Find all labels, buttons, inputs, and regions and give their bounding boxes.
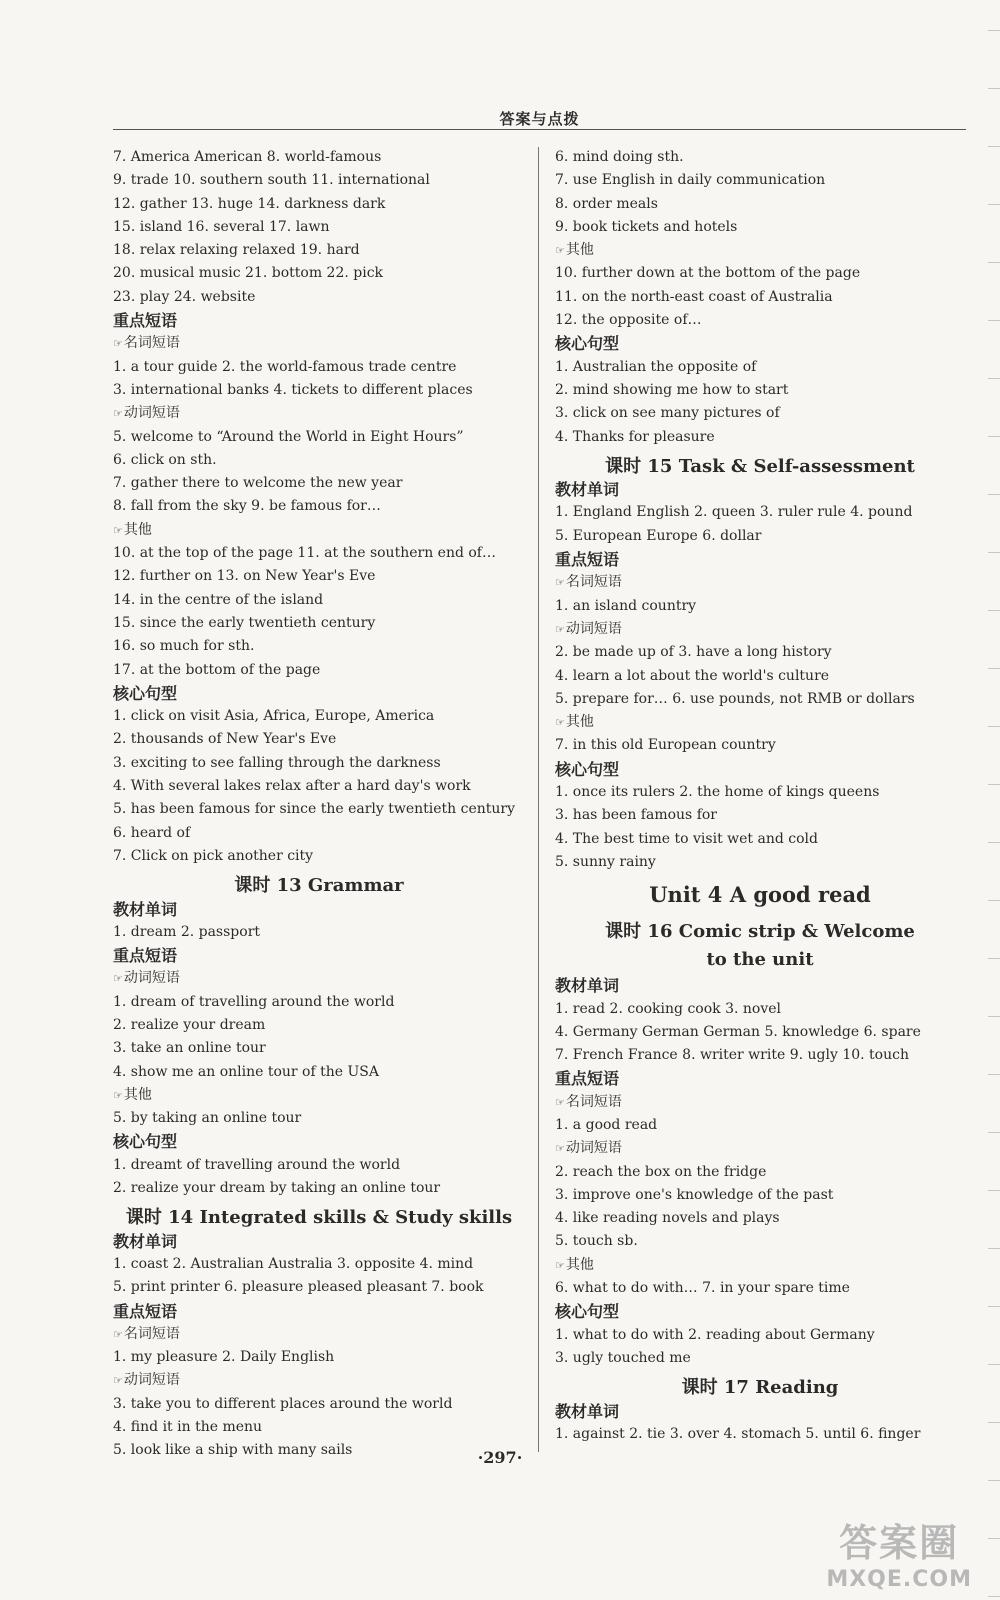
- right-column: [555, 146, 965, 1446]
- answer-line: 15. island 16. several 17. lawn: [113, 218, 330, 235]
- pointing-hand-icon: ☞: [555, 1142, 564, 1156]
- answer-line: 3. has been famous for: [555, 807, 717, 824]
- subsection-label: 其他: [123, 521, 152, 538]
- answer-line: 20. musical music 21. bottom 22. pick: [113, 265, 384, 282]
- answer-line: 7. in this old European country: [555, 737, 776, 754]
- answer-line: 3. international banks 4. tickets to different places: [113, 381, 473, 398]
- answer-line: 4. learn a lot about the world's culture: [555, 667, 830, 684]
- subsection-label: 动词短语: [123, 970, 180, 987]
- subsection-heading: [113, 402, 525, 425]
- answer-line: 3. exciting to see falling through the darkness: [113, 754, 441, 771]
- answer-line: 5. by taking an online tour: [113, 1110, 302, 1127]
- answer-line: 7. gather there to welcome the new year: [113, 475, 403, 492]
- pointing-hand-icon: ☞: [113, 523, 122, 537]
- answer-line: 1. coast 2. Australian Australia 3. opposite 4. mind: [113, 1255, 474, 1272]
- answer-line: 9. trade 10. southern south 11. international: [113, 172, 430, 189]
- answer-line: 5. touch sb.: [555, 1233, 638, 1250]
- page-number: ·297·: [477, 1448, 523, 1467]
- answer-line: 1. dream 2. passport: [113, 923, 261, 940]
- running-header: 答案与点拨: [499, 110, 580, 128]
- section-heading: 重点短语: [555, 550, 620, 570]
- subsection-label: 名词短语: [565, 574, 622, 591]
- section-heading: 重点短语: [113, 1301, 178, 1321]
- subsection-label: 动词短语: [123, 1372, 180, 1389]
- answer-line: 1. dreamt of travelling around the world: [113, 1156, 401, 1173]
- section-heading: 核心句型: [555, 334, 620, 354]
- watermark-logo: 答案圈: [839, 1521, 960, 1565]
- section-heading: 核心句型: [555, 759, 620, 779]
- answer-line: 23. play 24. website: [113, 288, 256, 305]
- subsection-heading: [113, 1323, 525, 1346]
- answer-line: 4. show me an online tour of the USA: [113, 1063, 379, 1080]
- answer-line: 17. at the bottom of the page: [113, 661, 321, 678]
- answer-line: 1. England English 2. queen 3. ruler rule 4. pound: [555, 504, 913, 521]
- subsection-heading: [113, 332, 525, 355]
- answer-line: 1. against 2. tie 3. over 4. stomach 5. until 6. finger: [555, 1425, 921, 1442]
- answer-line: 3. click on see many pictures of: [555, 405, 780, 422]
- answer-line: 15. since the early twentieth century: [113, 614, 376, 631]
- lesson-heading: 课时 13 Grammar: [234, 875, 404, 897]
- subsection-label: 名词短语: [565, 1093, 622, 1110]
- header-rule: [113, 129, 966, 130]
- subsection-label: 其他: [565, 242, 594, 259]
- answer-line: 2. thousands of New Year's Eve: [113, 731, 337, 748]
- subsection-label: 动词短语: [565, 1140, 622, 1157]
- section-heading: 核心句型: [113, 1132, 178, 1152]
- answer-line: 9. book tickets and hotels: [555, 218, 738, 235]
- page-edge: [988, 0, 1000, 1600]
- answer-line: 4. Thanks for pleasure: [555, 428, 715, 445]
- subsection-label: 名词短语: [123, 1325, 180, 1342]
- answer-line: 7. America American 8. world-famous: [113, 149, 382, 165]
- answer-line: 4. Germany German German 5. knowledge 6. spare: [555, 1023, 921, 1040]
- lesson-heading: 课时 17 Reading: [681, 1377, 839, 1399]
- pointing-hand-icon: ☞: [555, 1258, 564, 1272]
- answer-line: 2. mind showing me how to start: [555, 381, 789, 398]
- section-heading: 重点短语: [113, 946, 178, 966]
- answer-line: 12. the opposite of…: [555, 312, 702, 329]
- answer-line: 12. further on 13. on New Year's Eve: [113, 568, 376, 585]
- answer-line: 2. be made up of 3. have a long history: [555, 644, 832, 661]
- answer-line: 5. sunny rainy: [555, 853, 656, 870]
- subsection-heading: [113, 967, 525, 990]
- unit-heading: Unit 4 A good read: [649, 882, 871, 908]
- lesson-heading: 课时 15 Task & Self-assessment: [605, 455, 915, 477]
- subsection-label: 其他: [565, 714, 594, 731]
- answer-line: 7. Click on pick another city: [113, 847, 314, 864]
- answer-line: 3. take you to different places around the world: [113, 1395, 453, 1412]
- section-heading: 教材单词: [113, 1231, 178, 1251]
- subsection-heading: [113, 1369, 525, 1392]
- section-heading: 教材单词: [555, 976, 620, 996]
- column-divider: [538, 147, 539, 1452]
- left-column: [113, 146, 525, 1463]
- answer-line: 1. a good read: [555, 1116, 658, 1133]
- subsection-heading: [113, 519, 525, 542]
- pointing-hand-icon: ☞: [555, 244, 564, 258]
- answer-line: 1. a tour guide 2. the world-famous trade centre: [113, 358, 457, 375]
- answer-line: 7. use English in daily communication: [555, 172, 826, 189]
- subsection-heading: [555, 1254, 965, 1277]
- answer-line: 1. once its rulers 2. the home of kings queens: [555, 784, 880, 801]
- answer-line: 2. realize your dream by taking an online tour: [113, 1180, 441, 1197]
- pointing-hand-icon: ☞: [113, 1327, 122, 1341]
- pointing-hand-icon: ☞: [113, 972, 122, 986]
- subsection-heading: [113, 1084, 525, 1107]
- subsection-label: 动词短语: [565, 620, 622, 637]
- section-heading: 教材单词: [113, 899, 178, 919]
- lesson-heading-line: 课时 16 Comic strip & Welcome: [605, 921, 915, 943]
- pointing-hand-icon: ☞: [555, 716, 564, 730]
- subsection-label: 其他: [565, 1256, 594, 1273]
- answer-line: 2. realize your dream: [113, 1016, 266, 1033]
- section-heading: 重点短语: [555, 1069, 620, 1089]
- pointing-hand-icon: ☞: [113, 1374, 122, 1388]
- subsection-heading: [555, 1091, 965, 1114]
- subsection-label: 其他: [123, 1086, 152, 1103]
- answer-line: 10. further down at the bottom of the page: [555, 265, 861, 282]
- section-heading: 核心句型: [113, 683, 178, 703]
- answer-line: 5. look like a ship with many sails: [113, 1442, 353, 1459]
- pointing-hand-icon: ☞: [555, 576, 564, 590]
- answer-line: 5. prepare for… 6. use pounds, not RMB or dollars: [555, 690, 915, 707]
- subsection-heading: [555, 711, 965, 734]
- pointing-hand-icon: ☞: [113, 337, 122, 351]
- pointing-hand-icon: ☞: [555, 622, 564, 636]
- subsection-heading: [555, 571, 965, 594]
- subsection-label: 名词短语: [123, 335, 180, 352]
- lesson-heading: [555, 918, 965, 974]
- answer-line: 14. in the centre of the island: [113, 591, 324, 608]
- watermark-url: MXQE.COM: [826, 1567, 972, 1592]
- answer-line: 10. at the top of the page 11. at the southern end of…: [113, 545, 496, 562]
- answer-line: 11. on the north-east coast of Australia: [555, 288, 833, 305]
- answer-line: 4. find it in the menu: [113, 1419, 263, 1436]
- answer-line: 18. relax relaxing relaxed 19. hard: [113, 242, 360, 259]
- section-heading: 教材单词: [555, 1401, 620, 1421]
- answer-line: 2. reach the box on the fridge: [555, 1163, 767, 1180]
- answer-line: 6. mind doing sth.: [555, 149, 684, 165]
- answer-line: 1. click on visit Asia, Africa, Europe, America: [113, 708, 435, 725]
- pointing-hand-icon: ☞: [113, 407, 122, 421]
- answer-line: 8. fall from the sky 9. be famous for…: [113, 498, 381, 515]
- answer-line: 6. click on sth.: [113, 451, 217, 468]
- subsection-heading: [555, 1137, 965, 1160]
- subsection-heading: [555, 618, 965, 641]
- answer-line: 1. dream of travelling around the world: [113, 993, 395, 1010]
- answer-line: 1. what to do with 2. reading about Germany: [555, 1326, 875, 1343]
- answer-line: 4. With several lakes relax after a hard day's work: [113, 778, 471, 795]
- answer-line: 7. French France 8. writer write 9. ugly 10. touch: [555, 1047, 909, 1064]
- answer-line: 1. Australian the opposite of: [555, 358, 757, 375]
- lesson-heading-line: to the unit: [706, 949, 814, 971]
- subsection-heading: [555, 239, 965, 262]
- answer-line: 1. my pleasure 2. Daily English: [113, 1349, 335, 1366]
- section-heading: 核心句型: [555, 1302, 620, 1322]
- answer-line: 6. what to do with… 7. in your spare time: [555, 1280, 850, 1297]
- answer-line: 5. European Europe 6. dollar: [555, 527, 762, 544]
- answer-line: 3. ugly touched me: [555, 1349, 691, 1366]
- answer-line: 16. so much for sth.: [113, 638, 255, 655]
- answer-line: 5. welcome to “Around the World in Eight Hours”: [113, 428, 464, 445]
- answer-line: 6. heard of: [113, 824, 191, 841]
- answer-line: 8. order meals: [555, 195, 658, 212]
- site-watermark: [826, 1512, 972, 1592]
- pointing-hand-icon: ☞: [113, 1088, 122, 1102]
- lesson-heading: 课时 14 Integrated skills & Study skills: [125, 1207, 513, 1229]
- answer-line: 3. take an online tour: [113, 1040, 266, 1057]
- answer-line: 5. has been famous for since the early twentieth century: [113, 801, 516, 818]
- answer-line: 4. The best time to visit wet and cold: [555, 830, 818, 847]
- answer-line: 1. read 2. cooking cook 3. novel: [555, 1000, 781, 1017]
- answer-line: 5. print printer 6. pleasure pleased pleasant 7. book: [113, 1279, 484, 1296]
- pointing-hand-icon: ☞: [555, 1095, 564, 1109]
- subsection-label: 动词短语: [123, 405, 180, 422]
- section-heading: 重点短语: [113, 311, 178, 331]
- answer-line: 3. improve one's knowledge of the past: [555, 1186, 834, 1203]
- answer-line: 4. like reading novels and plays: [555, 1210, 780, 1227]
- section-heading: 教材单词: [555, 480, 620, 500]
- answer-line: 1. an island country: [555, 597, 697, 614]
- answer-line: 12. gather 13. huge 14. darkness dark: [113, 195, 386, 212]
